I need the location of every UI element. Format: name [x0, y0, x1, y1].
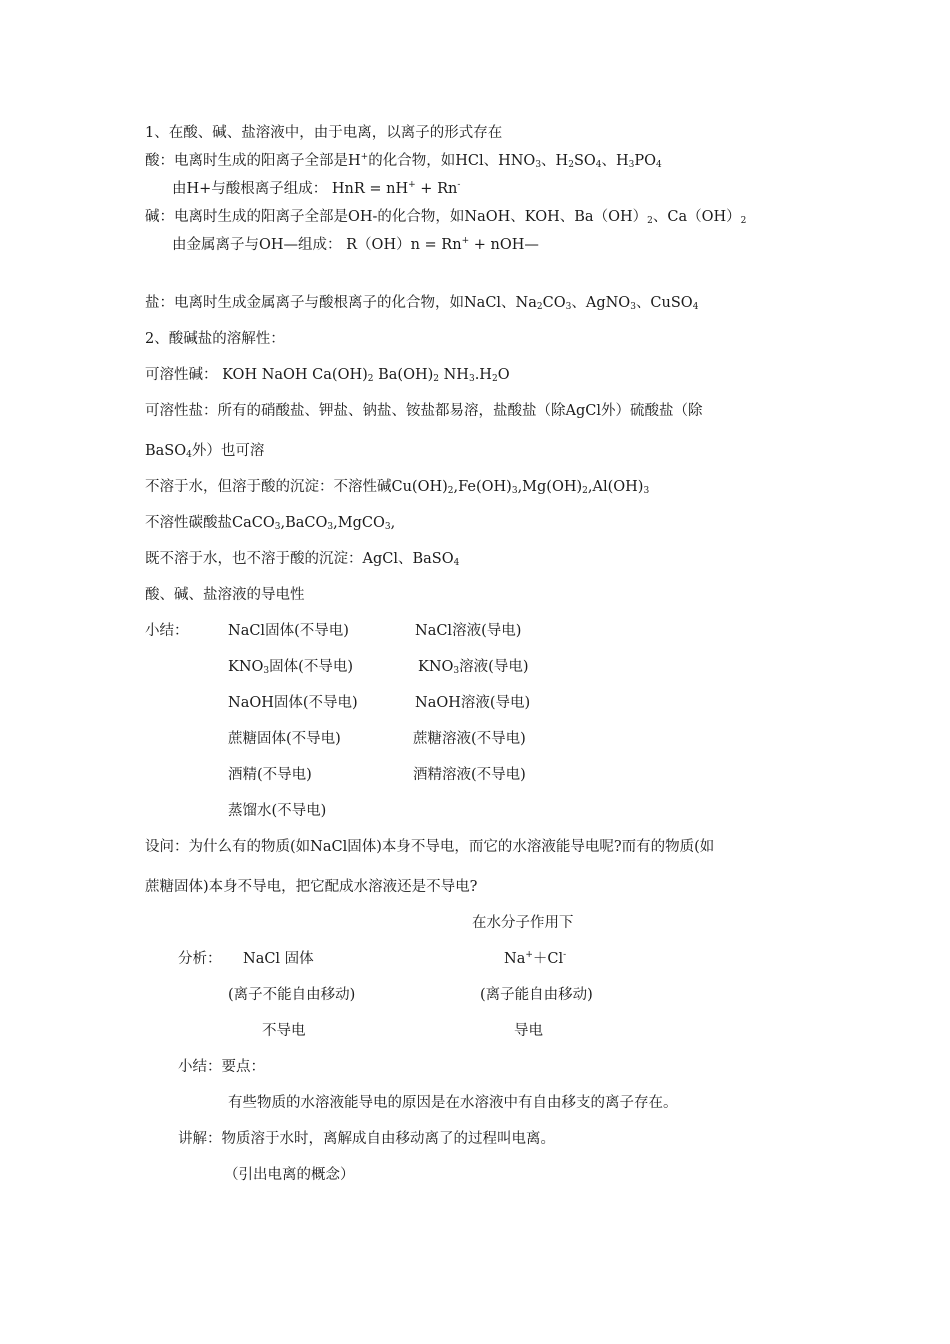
acid-definition: 酸：电离时生成的阳离子全部是H+的化合物，如HCl、$HNO_3$、$H_2SO_4$、$H_3PO_4$ — [145, 152, 662, 170]
analysis-left-subject: NaCl 固体 — [243, 951, 314, 967]
analysis-right-result: 导电 — [514, 1023, 543, 1039]
summary-left-1: NaCl固体(不导电) — [228, 623, 349, 639]
summary-left-5: 酒精(不导电) — [228, 767, 312, 783]
soluble-bases: 可溶性碱： KOH NaOH $Ca(OH)_2$ $Ba(OH)_2$ $NH_3.H_2O$ — [145, 367, 510, 384]
under-water-caption: 在水分子作用下 — [472, 915, 574, 931]
analysis-left-state: (离子不能自由移动) — [228, 987, 356, 1003]
explanation-text: 讲解：物质溶于水时，离解成自由移动离了的过程叫电离。 — [178, 1131, 555, 1147]
summary-right-4: 蔗糖溶液(不导电) — [413, 731, 526, 747]
summary-label: 小结： — [145, 623, 189, 639]
acid-soluble-precipitates: 不溶于水，但溶于酸的沉淀：不溶性碱$Cu(OH)_2,Fe(OH)_3,Mg(OH)_2,Al(OH)_3$ — [145, 479, 650, 496]
summary-left-2: $KNO_3$固体(不导电) — [228, 659, 353, 676]
soluble-salts-line-1: 可溶性盐：所有的硝酸盐、钾盐、钠盐、铵盐都易溶，盐酸盐（除AgCl外）硫酸盐（除 — [145, 403, 703, 419]
summary-left-6: 蒸馏水(不导电) — [228, 803, 327, 819]
summary-right-1: NaCl溶液(导电) — [415, 623, 522, 639]
analysis-right-ions: Na+＋Cl- — [504, 950, 567, 967]
insoluble-carbonates: 不溶性碳酸盐CaCO$_3$,BaCO$_3$,MgCO$_3$, — [145, 515, 396, 532]
summary-left-4: 蔗糖固体(不导电) — [228, 731, 341, 747]
summary-right-5: 酒精溶液(不导电) — [413, 767, 526, 783]
conclusion-label: 小结：要点： — [178, 1059, 265, 1075]
summary-right-3: NaOH溶液(导电) — [415, 695, 531, 711]
explanation-note: （引出电离的概念） — [224, 1167, 355, 1183]
question-line-2: 蔗糖固体)本身不导电，把它配成水溶液还是不导电? — [145, 879, 478, 895]
base-composition: 由金属离子与OH—组成： R（OH）n = Rn+ + nOH— — [172, 236, 539, 253]
summary-right-2: $KNO_3$溶液(导电) — [418, 659, 529, 676]
soluble-salts-line-2: BaSO$_4$外）也可溶 — [145, 443, 265, 460]
acid-composition: 由H+与酸根离子组成： HnR = nH+ + Rn- — [172, 180, 461, 197]
summary-left-3: NaOH固体(不导电) — [228, 695, 358, 711]
section-2-heading: 2、酸碱盐的溶解性： — [145, 331, 285, 347]
conductivity-title: 酸、碱、盐溶液的导电性 — [145, 587, 305, 603]
conclusion-body: 有些物质的水溶液能导电的原因是在水溶液中有自由移支的离子存在。 — [228, 1095, 678, 1111]
section-1-heading: 1、在酸、碱、盐溶液中，由于电离，以离子的形式存在 — [145, 125, 503, 141]
analysis-label: 分析： — [178, 951, 222, 967]
insoluble-precipitates: 既不溶于水，也不溶于酸的沉淀：AgCl、BaSO$_4$ — [145, 551, 460, 568]
base-definition: 碱：电离时生成的阳离子全部是OH-的化合物，如NaOH、KOH、$Ba(OH)_2$、$Ca(OH)_2$ — [145, 209, 747, 226]
question-line-1: 设问：为什么有的物质(如NaCl固体)本身不导电，而它的水溶液能导电呢?而有的物质(如 — [145, 839, 715, 855]
analysis-right-state: (离子能自由移动) — [480, 987, 593, 1003]
salt-definition: 盐：电离时生成金属离子与酸根离子的化合物，如NaCl、$Na_2CO_3$、AgNO$_3$、CuSO$_4$ — [145, 295, 699, 312]
analysis-left-result: 不导电 — [262, 1023, 306, 1039]
